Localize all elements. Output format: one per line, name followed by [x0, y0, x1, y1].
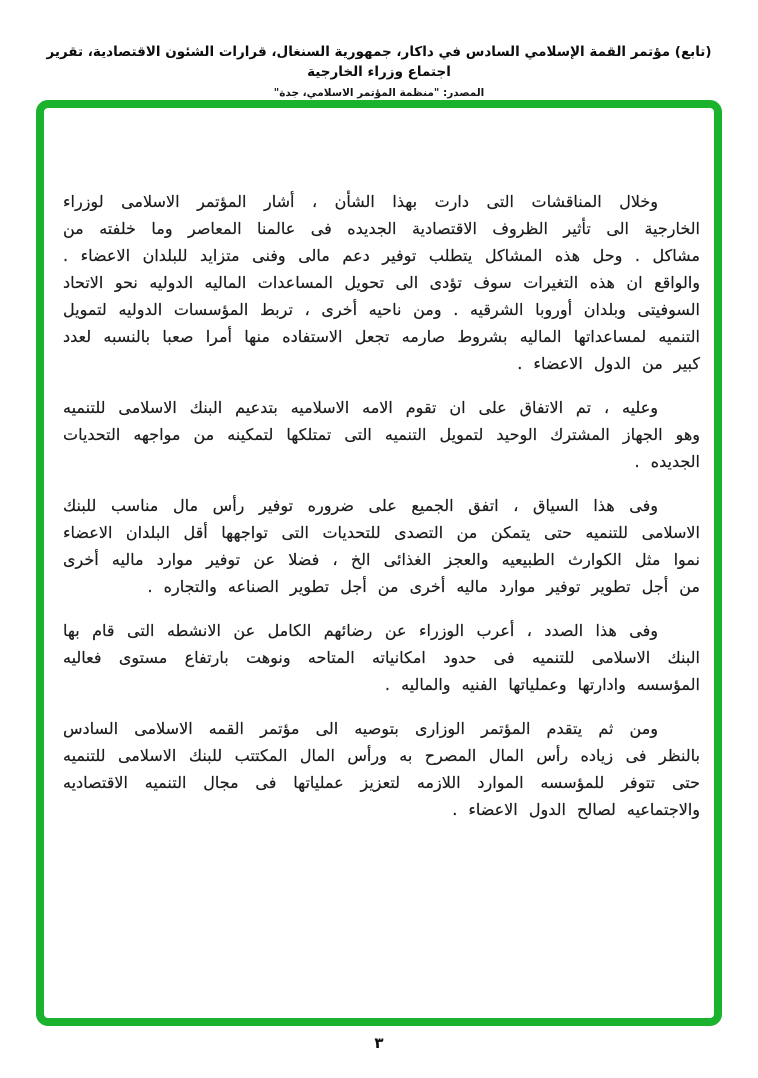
page-number: ٣ — [374, 1034, 384, 1052]
paragraph-2: وعليه ، تم الاتفاق على ان تقوم الامه الاسلاميه بتدعيم البنك الاسلامى للتنميه وهو الجهاز المشترك الوحيد لتمويل التنميه التى تمتلكها لتمكينه من مواجهه التحديات الجديده . — [63, 398, 700, 471]
paragraph-3: وفى هذا السياق ، اتفق الجميع على ضروره توفير رأس مال مناسب للبنك الاسلامى للتنميه حتى يتمكن من التصدى للتحديات التى تواجهها أقل البلدان الاعضاء نموا مثل الكوارث الطبيعيه والعجز الغذائى الخ ، فضلا عن توفير موارد ماليه أخرى من أجل تطوير توفير موارد ماليه أخرى من أجل تطوير الصناعه والتجاره . — [63, 496, 700, 596]
document-title: (تابع) مؤتمر القمة الإسلامي السادس في داكار، جمهورية السنغال، قرارات الشئون الاقتصادية، تقرير اجتماع وزراء الخارجية — [46, 44, 712, 80]
document-source: المصدر: "منظمة المؤتمر الاسلامي، جدة" — [273, 87, 485, 99]
scanned-text-body — [63, 188, 700, 823]
paragraph-1: وخلال المناقشات التى دارت بهذا الشأن ، أشار المؤتمر الاسلامى لوزراء الخارجية الى تأثير الظروف الاقتصادية الجديده فى عالمنا المعاصر وما خلفته من مشاكل . وحل هذه المشاكل يتطلب توفير دعم مالى وفنى متزايد للبلدان الاعضاء . والواقع ان هذه التغيرات سوف تؤدى الى تحويل المساعدات الماليه الدوليه نحو الاتحاد السوفيتى وبلدان أوروبا الشرقيه . ومن ناحيه أخرى ، تربط المؤسسات الدوليه لتمويل التنميه لمساعداتها الماليه بشروط صارمه تجعل الاستفاده منها أمرا صعبا بالنسبه لعدد كبير من الدول الاعضاء . — [63, 192, 700, 373]
paragraph-4: وفى هذا الصدد ، أعرب الوزراء عن رضائهم الكامل عن الانشطه التى قام بها البنك الاسلامى للتنميه فى حدود امكانياته المتاحه ونوهت بارتفاع مستوى فعاليه المؤسسه وادارتها وعملياتها الفنيه والماليه . — [63, 621, 700, 694]
paragraph-5: ومن ثم يتقدم المؤتمر الوزارى بتوصيه الى مؤتمر القمه الاسلامى السادس بالنظر فى زياده رأس المال المصرح به ورأس المال المكتتب للبنك الاسلامى للتنميه حتى تتوفر للمؤسسه الموارد اللازمه لتعزيز عملياتها فى مجال التنميه الاقتصاديه والاجتماعيه لصالح الدول الاعضاء . — [63, 719, 700, 819]
document-header — [0, 42, 758, 99]
